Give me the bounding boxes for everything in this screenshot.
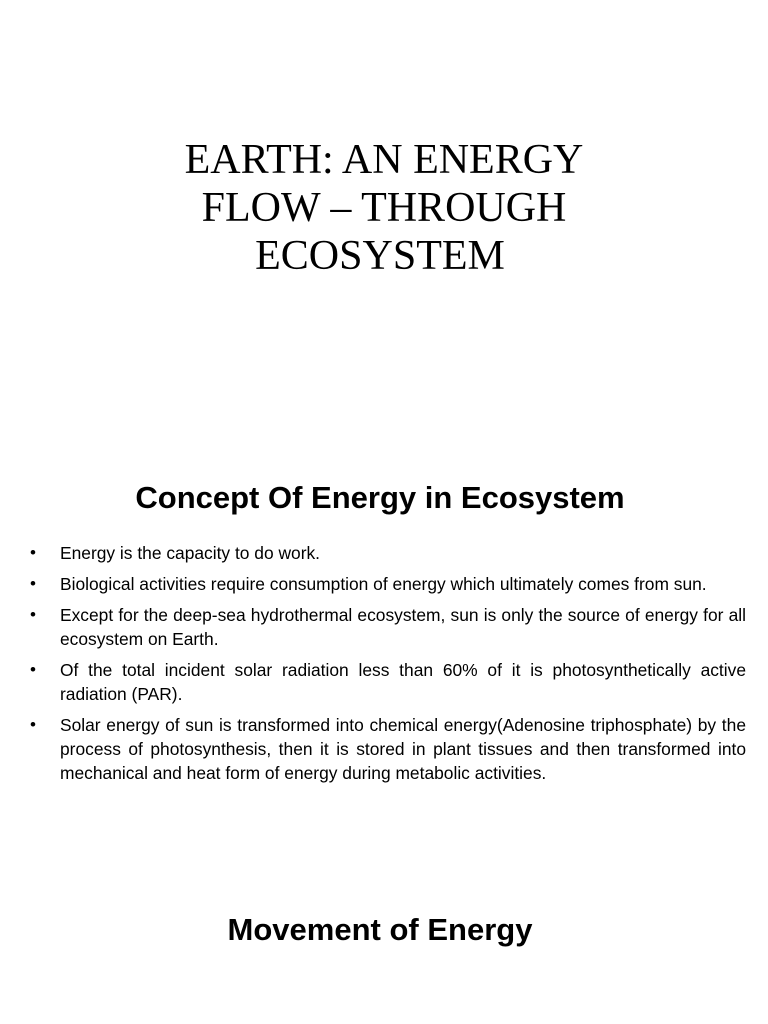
bullet-icon: • bbox=[30, 574, 36, 593]
section-heading-movement: Movement of Energy bbox=[227, 912, 533, 947]
list-item bbox=[30, 603, 746, 651]
bullet-text: Of the total incident solar radiation less than 60% of it is photosynthetically active radiation (PAR). bbox=[60, 660, 746, 704]
list-item bbox=[30, 541, 746, 565]
bullet-icon: • bbox=[30, 715, 36, 734]
bullet-text: Except for the deep-sea hydrothermal ecosystem, sun is only the source of energy for all ecosystem on Earth. bbox=[60, 605, 746, 649]
list-item bbox=[30, 572, 746, 596]
bullet-list bbox=[30, 541, 746, 792]
title-line-3: ECOSYSTEM bbox=[255, 233, 505, 279]
bullet-icon: • bbox=[30, 660, 36, 679]
list-item bbox=[30, 713, 746, 785]
page-title bbox=[0, 136, 768, 280]
bullet-text: Solar energy of sun is transformed into chemical energy(Adenosine triphosphate) by the process of photosynthesis, then it is stored in plant tissues and then transformed into mechanical and heat form of energy during metabolic activities. bbox=[60, 715, 746, 783]
bullet-icon: • bbox=[30, 605, 36, 624]
title-line-1: EARTH: AN ENERGY bbox=[184, 137, 584, 183]
bullet-text: Biological activities require consumption of energy which ultimately comes from sun. bbox=[60, 574, 707, 594]
title-line-2: FLOW – THROUGH bbox=[201, 185, 567, 231]
list-item bbox=[30, 658, 746, 706]
bullet-text: Energy is the capacity to do work. bbox=[60, 543, 321, 563]
bullet-icon: • bbox=[30, 543, 36, 562]
section-heading-concept: Concept Of Energy in Ecosystem bbox=[135, 480, 625, 515]
